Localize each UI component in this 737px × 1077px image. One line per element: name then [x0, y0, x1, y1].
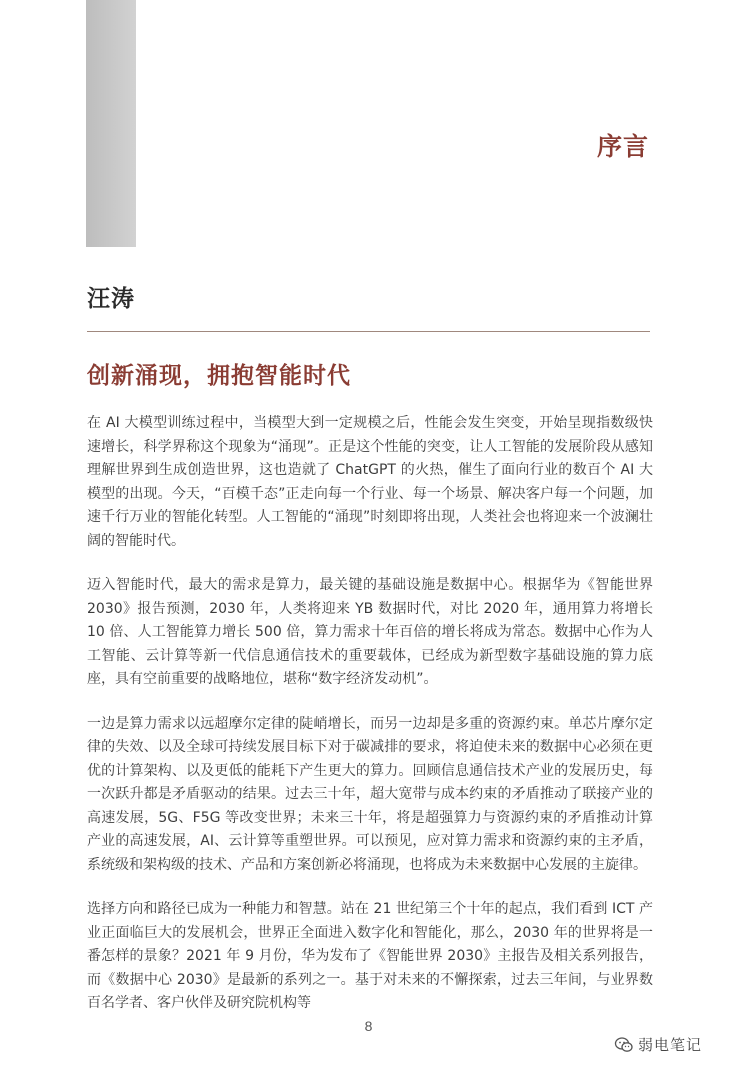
watermark — [614, 1034, 702, 1055]
divider — [87, 331, 650, 332]
decorative-gray-bar — [86, 0, 136, 247]
body-text — [87, 412, 653, 1037]
paragraph: 一边是算力需求以远超摩尔定律的陡峭增长，而另一边却是多重的资源约束。单芯片摩尔定律的失效、以及全球可持续发展目标下对于碳减排的要求，将迫使未来的数据中心必须在更优的计算架构、以及更低的能耗下产生更大的算力。回顾信息通信技术产业的发展历史，每一次跃升都是矛盾驱动的结果。过去三十年，超大宽带与成本约束的矛盾推动了联接产业的高速发展，5G、F5G 等改变世界；未来三十年，将是超强算力与资源约束的矛盾推动计算产业的高速发展，AI、云计算等重塑世界。可以预见，应对算力需求和资源约束的主矛盾，系统级和架构级的技术、产品和方案创新必将涌现，也将成为未来数据中心发展的主旋律。 — [87, 715, 653, 873]
paragraph: 选择方向和路径已成为一种能力和智慧。站在 21 世纪第三个十年的起点，我们看到 ICT 产业正面临巨大的发展机会，世界正全面进入数字化和智能化，那么，2030 年的世界将是一番怎样的景象？2021 年 9 月份，华为发布了《智能世界 2030》主报告及相关系列报告，而《数据中心 2030》是最新的系列之一。基于对未来的不懈探索，过去三年间，与业界数百名学者、客户伙伴及研究院机构等 — [87, 901, 653, 1011]
watermark-text: 弱电笔记 — [638, 1036, 703, 1054]
paragraph: 迈入智能时代，最大的需求是算力，最关键的基础设施是数据中心。根据华为《智能世界 2030》报告预测，2030 年，人类将迎来 YB 数据时代，对比 2020 年，通用算力将增长 10 倍、人工智能算力增长 500 倍，算力需求十年百倍的增长将成为常态。数据中心作为人工智能、云计算等新一代信息通信技术的重要载体，已经成为新型数字基础设施的算力底座，具有空前重要的战略地位，堪称“数字经济发动机”。 — [87, 577, 653, 687]
wechat-icon — [614, 1035, 634, 1055]
author-name: 汪涛 — [87, 286, 135, 312]
paragraph: 在 AI 大模型训练过程中，当模型大到一定规模之后，性能会发生突变，开始呈现指数级快速增长，科学界称这个现象为“涌现”。正是这个性能的突变，让人工智能的发展阶段从感知理解世界到生成创造世界，这也造就了 ChatGPT 的火热，催生了面向行业的数百个 AI 大模型的出现。今天，“百模千态”正走向每一个行业、每一个场景、解决客户每一个问题，加速千行万业的智能化转型。人工智能的“涌现”时刻即将出现，人类社会也将迎来一个波澜壮阔的智能时代。 — [87, 415, 653, 549]
page-number: 8 — [364, 1018, 373, 1034]
headline: 创新涌现，拥抱智能时代 — [87, 363, 351, 389]
section-title: 序言 — [596, 132, 649, 161]
